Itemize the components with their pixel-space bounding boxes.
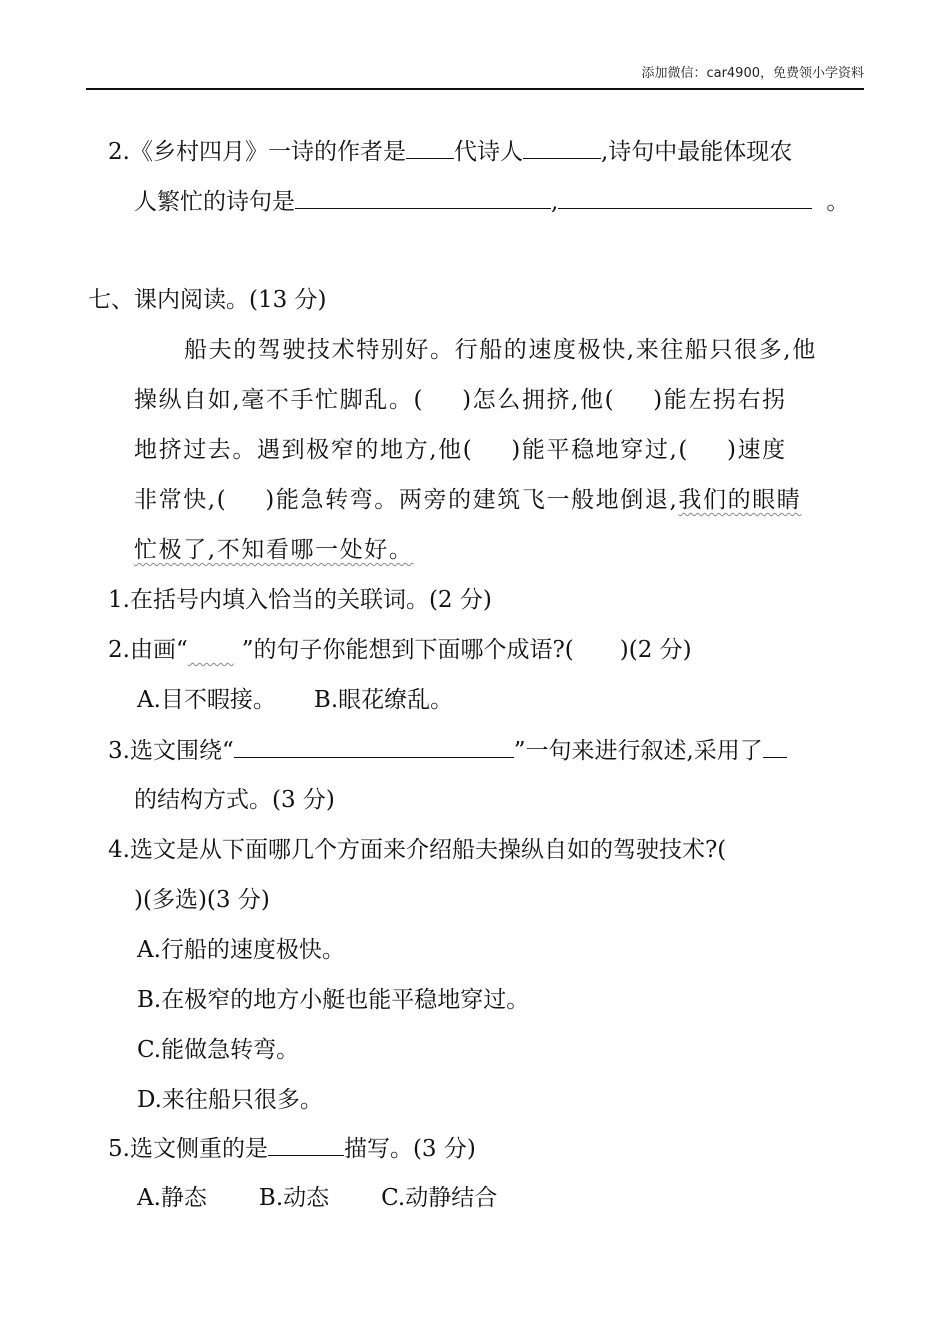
question-5 <box>108 1133 476 1164</box>
q5-option-c[interactable]: C.动静结合 <box>381 1185 498 1211</box>
q2-option-b[interactable]: B.眼花缭乱。 <box>313 687 454 713</box>
q2-prompt-c: )(2 分) <box>619 637 692 663</box>
q4-option-b[interactable]: B.在极窄的地方小艇也能平稳地穿过。 <box>137 987 530 1013</box>
q5-option-b[interactable]: B.动态 <box>258 1185 330 1211</box>
passage-text: 地挤过去。遇到极窄的地方,他( <box>134 437 474 463</box>
q2-options <box>137 685 453 715</box>
passage-text: )怎么拥挤,他( <box>462 387 616 413</box>
section7-title: 七、课内阅读。(13 分) <box>88 287 327 313</box>
header-rule <box>86 88 864 90</box>
passage-text: )能急转弯。两旁的建筑飞一般地倒退, <box>265 487 679 513</box>
passage-line-2 <box>134 385 787 415</box>
q4-option-d[interactable]: D.来往船只很多。 <box>137 1087 323 1113</box>
q5-prompt-b: 描写。(3 分) <box>343 1136 476 1162</box>
question-3 <box>108 735 787 766</box>
passage-text: )速度 <box>726 437 787 463</box>
poet-blank[interactable] <box>523 136 601 159</box>
q5-option-a[interactable]: A.静态 <box>137 1185 207 1211</box>
header-watermark: 添加微信：car4900，免费领小学资料 <box>641 66 864 81</box>
description-type-blank[interactable] <box>268 1133 344 1156</box>
passage-line-4 <box>134 485 801 515</box>
q2-line2 <box>134 186 849 217</box>
question-4-line2: )(多选)(3 分) <box>134 887 270 913</box>
q2-prompt-b: ”的句子你能想到下面哪个成语?( <box>241 637 574 663</box>
passage-text: )能左拐右拐 <box>653 387 787 413</box>
q2-text-c: ,诗句中最能体现农 <box>600 139 793 165</box>
q2-text-b: 代诗人 <box>453 139 523 165</box>
passage-line-1: 船夫的驾驶技术特别好。行船的速度极快,来往船只很多,他 <box>184 337 817 363</box>
q2-comma: , <box>551 189 559 215</box>
poem-line1-blank[interactable] <box>295 186 551 209</box>
question-2 <box>108 635 692 665</box>
passage-text: )能平稳地穿过,( <box>511 437 689 463</box>
q2-text-d: 人繁忙的诗句是 <box>134 189 295 215</box>
central-sentence-blank[interactable] <box>234 735 514 758</box>
q2-period: 。 <box>826 189 850 215</box>
q3-prompt-b: ”一句来进行叙述,采用了 <box>513 738 763 764</box>
q2-text-a: 2.《乡村四月》一诗的作者是 <box>108 139 406 165</box>
q2-option-a[interactable]: A.目不暇接。 <box>137 687 276 713</box>
question-1: 1.在括号内填入恰当的关联词。(2 分) <box>108 587 492 613</box>
wavy-underlined-sentence: 我们的眼睛 <box>678 487 802 513</box>
question-4: 4.选文是从下面哪几个方面来介绍船夫操纵自如的驾驶技术?( <box>108 837 727 863</box>
question-3-line2: 的结构方式。(3 分) <box>134 787 335 813</box>
wavy-underlined-sentence: 忙极了,不知看哪一处好。 <box>134 537 414 563</box>
q2-prompt-a: 2.由画“ <box>108 637 188 663</box>
q4-option-a[interactable]: A.行船的速度极快。 <box>137 937 345 963</box>
q2-line1 <box>108 136 792 167</box>
passage-line-5 <box>134 535 414 565</box>
passage-line-3 <box>134 435 787 465</box>
q5-options <box>137 1183 497 1213</box>
q3-prompt-a: 3.选文围绕“ <box>108 738 234 764</box>
wavy-line-sample <box>188 635 242 665</box>
poem-line2-blank[interactable] <box>558 186 812 209</box>
dynasty-blank[interactable] <box>406 136 454 159</box>
passage-text: 操纵自如,毫不手忙脚乱。( <box>134 387 425 413</box>
passage-text: 非常快,( <box>134 487 228 513</box>
q4-option-c[interactable]: C.能做急转弯。 <box>137 1037 300 1063</box>
structure-blank[interactable] <box>763 735 787 758</box>
q5-prompt-a: 5.选文侧重的是 <box>108 1136 268 1162</box>
